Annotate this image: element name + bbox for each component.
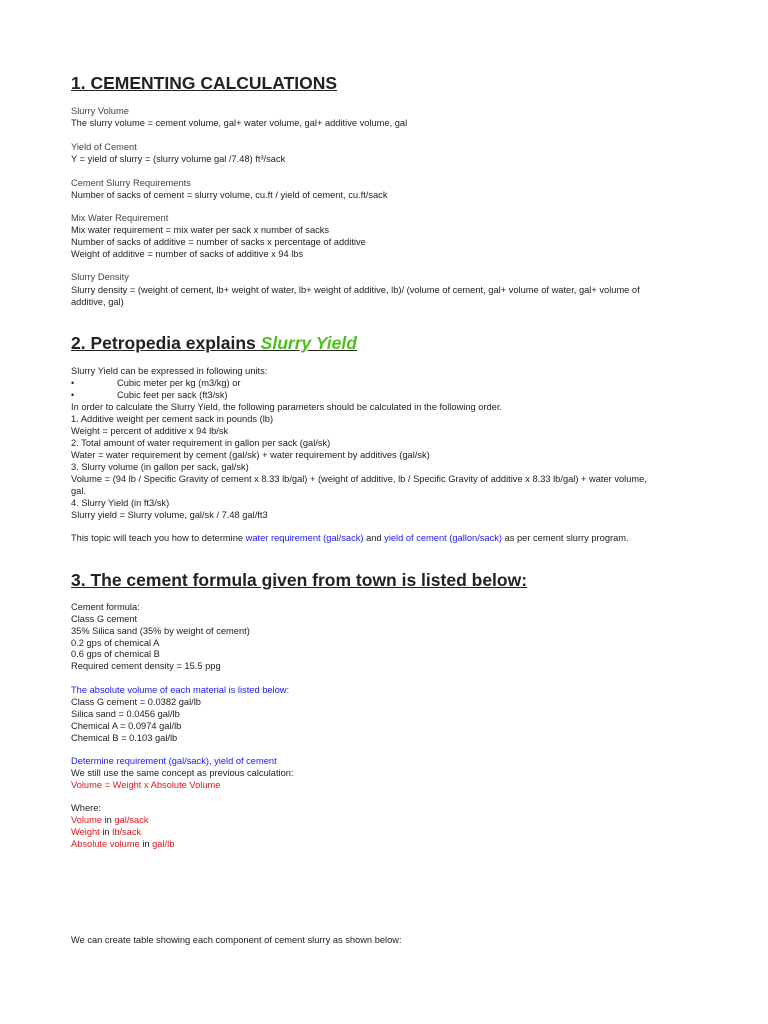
calculation-step-line: 2. Total amount of water requirement in gallon per sack (gal/sk): [71, 438, 331, 448]
section-2-heading: [71, 333, 357, 354]
definition-unit: gal/sack: [114, 815, 149, 825]
calculation-step-line: Weight = percent of additive x 94 lb/sk: [71, 426, 229, 436]
cement-formula-line: 0.2 gps of chemical A: [71, 638, 160, 648]
cement-formula-line: 0.6 gps of chemical B: [71, 649, 160, 659]
absolute-volume-heading: The absolute volume of each material is listed below:: [71, 685, 290, 695]
definition-line: [71, 827, 141, 839]
definition-in: in: [102, 815, 115, 825]
absolute-volume-line: Chemical B = 0.103 gal/lb: [71, 733, 178, 743]
list-item: [0, 390, 768, 402]
list-item: [0, 378, 768, 390]
calculation-step-line: 4. Slurry Yield (in ft3/sk): [71, 498, 170, 508]
mix-water-requirement-label: Mix Water Requirement: [71, 213, 169, 223]
definition-term: Absolute volume: [71, 839, 140, 849]
definition-line: [71, 815, 149, 827]
mix-water-formula-line: Weight of additive = number of sacks of additive x 94 lbs: [71, 249, 304, 259]
definition-line: [71, 839, 174, 851]
unit-option-text: Cubic meter per kg (m3/kg) or: [117, 378, 241, 388]
water-requirement-link[interactable]: water requirement (gal/sack): [245, 533, 364, 543]
topic-prefix: This topic will teach you how to determine: [71, 533, 246, 543]
calculation-step-line: 3. Slurry volume (in gallon per sack, gal/sk): [71, 462, 249, 472]
volume-formula: Volume = Weight x Absolute Volume: [71, 780, 221, 790]
where-label: Where:: [71, 803, 101, 813]
definition-in: in: [99, 827, 113, 837]
determine-requirement-heading: Determine requirement (gal/sack), yield of cement: [71, 756, 277, 766]
cement-formula-line: Required cement density = 15.5 ppg: [71, 661, 221, 671]
definition-unit: lb/sack: [112, 827, 142, 837]
slurry-yield-link[interactable]: Slurry Yield: [260, 333, 357, 353]
yield-of-cement-label: Yield of Cement: [71, 142, 137, 152]
topic-description: [71, 533, 629, 545]
calculation-step-line: Slurry yield = Slurry volume, gal/sk / 7.48 gal/ft3: [71, 510, 268, 520]
slurry-volume-formula: The slurry volume = cement volume, gal+ water volume, gal+ additive volume, gal: [71, 118, 408, 128]
bullet-icon: •: [71, 390, 75, 400]
definition-term: Volume: [71, 815, 103, 825]
slurry-volume-label: Slurry Volume: [71, 106, 129, 116]
unit-option-text: Cubic feet per sack (ft3/sk): [117, 390, 228, 400]
calculation-step-line: 1. Additive weight per cement sack in pounds (lb): [71, 414, 274, 424]
calculation-step-line: gal.: [71, 486, 86, 496]
slurry-density-label: Slurry Density: [71, 272, 129, 282]
definition-term: Weight: [71, 827, 100, 837]
slurry-density-formula-line: additive, gal): [71, 297, 124, 307]
cement-formula-line: Class G cement: [71, 614, 138, 624]
definition-unit: gal/lb: [152, 839, 175, 849]
section-1-heading: 1. CEMENTING CALCULATIONS: [71, 73, 338, 93]
mix-water-formula-line: Number of sacks of additive = number of sacks x percentage of additive: [71, 237, 366, 247]
section-3-heading: 3. The cement formula given from town is listed below:: [71, 570, 528, 590]
absolute-volume-line: Class G cement = 0.0382 gal/lb: [71, 697, 201, 707]
topic-suffix: as per cement slurry program.: [502, 533, 629, 543]
bullet-icon: •: [71, 378, 75, 388]
yield-of-cement-link[interactable]: yield of cement (gallon/sack): [384, 533, 502, 543]
absolute-volume-line: Chemical A = 0.0974 gal/lb: [71, 721, 182, 731]
absolute-volume-line: Silica sand = 0.0456 gal/lb: [71, 709, 180, 719]
section-2-heading-prefix: 2. Petropedia explains: [71, 333, 261, 353]
cement-formula-line: 35% Silica sand (35% by weight of cement): [71, 626, 250, 636]
cement-slurry-requirements-label: Cement Slurry Requirements: [71, 178, 191, 188]
slurry-density-formula-line: Slurry density = (weight of cement, lb+ weight of water, lb+ weight of additive, lb)/ (volume of cement, gal+ volume of water, gal+ volume of: [71, 285, 640, 295]
topic-and: and: [363, 533, 385, 543]
yield-of-cement-formula: Y = yield of slurry = (slurry volume gal /7.48) ft³/sack: [71, 154, 286, 164]
concept-line: We still use the same concept as previous calculation:: [71, 768, 294, 778]
calculation-order-line: In order to calculate the Slurry Yield, the following parameters should be calculated in the following order.: [71, 402, 503, 412]
definition-in: in: [139, 839, 153, 849]
calculation-step-line: Volume = (94 lb / Specific Gravity of cement x 8.33 lb/gal) + (weight of additive, lb / Specific Gravity of additive x 8.33 lb/gal) + water volume,: [71, 474, 647, 484]
mix-water-formula-line: Mix water requirement = mix water per sack x number of sacks: [71, 225, 330, 235]
cement-formula-line: Cement formula:: [71, 602, 140, 612]
cement-slurry-requirements-formula: Number of sacks of cement = slurry volume, cu.ft / yield of cement, cu.ft/sack: [71, 190, 388, 200]
table-intro-line: We can create table showing each component of cement slurry as shown below:: [71, 935, 402, 945]
slurry-yield-intro: Slurry Yield can be expressed in following units:: [71, 366, 268, 376]
calculation-step-line: Water = water requirement by cement (gal/sk) + water requirement by additives (gal/sk): [71, 450, 430, 460]
